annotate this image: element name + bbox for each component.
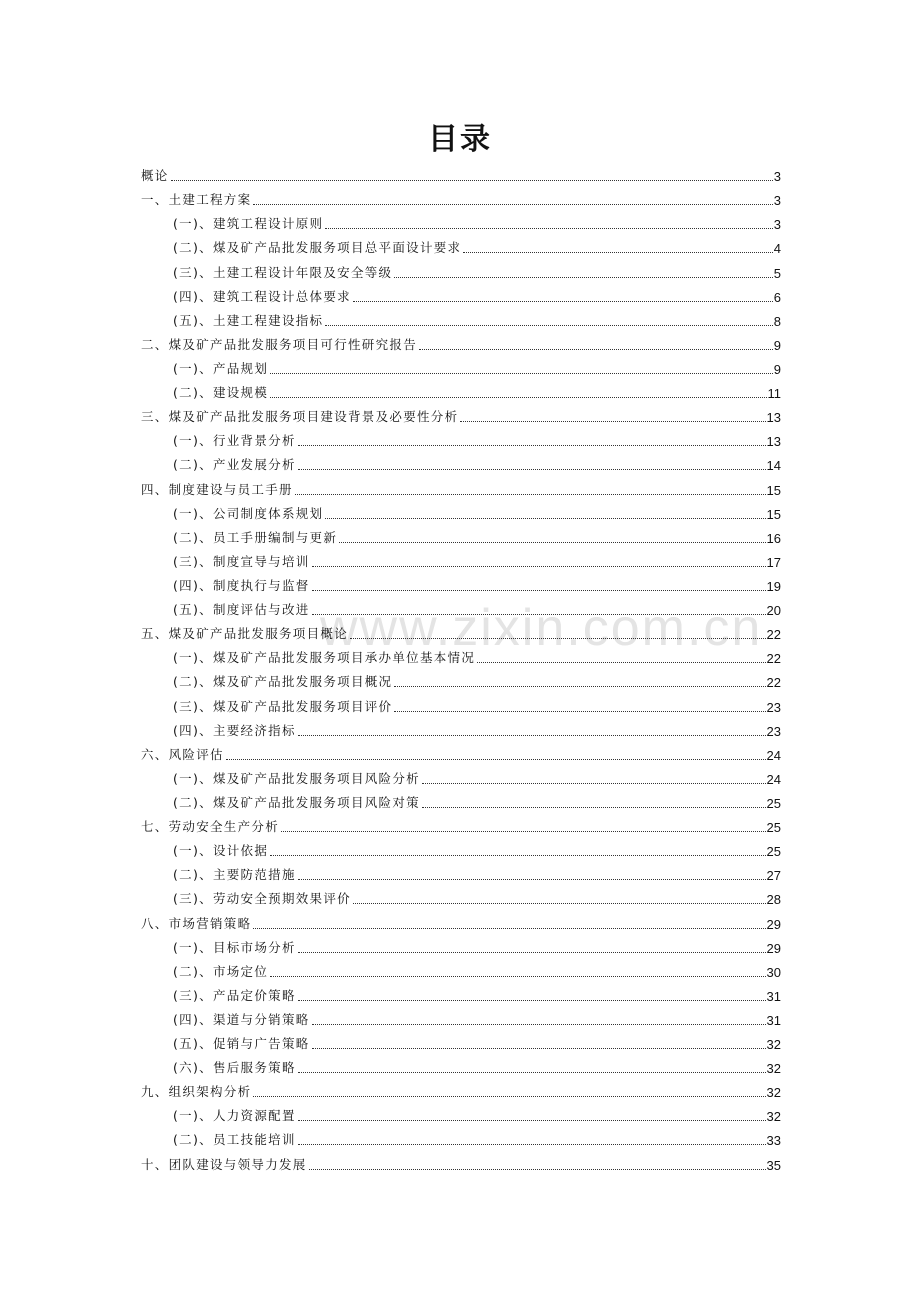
toc-entry-label: (一)、煤及矿产品批发服务项目风险分析 [173,770,420,786]
toc-page-number: 30 [766,964,781,980]
dot-leader [394,711,765,712]
toc-subsection-link[interactable] [141,668,781,692]
toc-page-number: 14 [766,458,781,474]
toc-page-number: 8 [773,313,781,329]
toc-entry-label: (二)、煤及矿产品批发服务项目概况 [173,674,393,690]
toc-subsection-link[interactable] [141,837,781,861]
toc-section-link[interactable] [141,620,781,644]
dot-leader [253,1096,765,1097]
toc-entry-label: (二)、市场定位 [173,963,269,979]
toc-subsection-link[interactable] [141,548,781,572]
dot-leader [298,952,766,953]
toc-entry-label: (六)、售后服务策略 [173,1060,296,1076]
toc-page-number: 22 [766,651,781,667]
toc-entry-label: (一)、行业背景分析 [173,433,296,449]
dot-leader [298,445,766,446]
toc-page-number: 25 [766,820,781,836]
toc-page-number: 29 [766,916,781,932]
dot-leader [325,518,765,519]
toc-subsection-link[interactable] [141,644,781,668]
dot-leader [298,1120,766,1121]
table-of-contents [141,162,781,1175]
toc-entry-label: (一)、公司制度体系规划 [173,505,324,521]
toc-subsection-link[interactable] [141,500,781,524]
toc-section-link[interactable] [141,186,781,210]
dot-leader [463,252,772,253]
toc-entry-label: 概论 [141,168,169,184]
toc-page-number: 32 [766,1061,781,1077]
toc-entry-label: 九、组织架构分析 [141,1084,252,1100]
toc-page-number: 32 [766,1109,781,1125]
toc-subsection-link[interactable] [141,861,781,885]
toc-entry-label: (四)、主要经济指标 [173,722,296,738]
toc-entry-label: (二)、煤及矿产品批发服务项目风险对策 [173,794,420,810]
toc-page-number: 6 [773,289,781,305]
dot-leader [353,301,773,302]
toc-entry-label: 一、土建工程方案 [141,192,252,208]
toc-entry-label: (二)、员工手册编制与更新 [173,529,338,545]
toc-entry-label: (二)、主要防范措施 [173,867,296,883]
toc-subsection-link[interactable] [141,958,781,982]
toc-page-number: 4 [773,241,781,257]
toc-page-number: 9 [773,337,781,353]
dot-leader [298,1000,766,1001]
dot-leader [394,277,772,278]
toc-page-number: 11 [767,386,781,402]
toc-entry-label: (二)、建设规模 [173,385,269,401]
dot-leader [419,349,773,350]
dot-leader [325,228,772,229]
toc-subsection-link[interactable] [141,379,781,403]
toc-section-link[interactable] [141,1078,781,1102]
toc-page-number: 16 [766,530,781,546]
toc-section-link[interactable] [141,162,781,186]
dot-leader [353,903,766,904]
toc-entry-label: (四)、制度执行与监督 [173,577,310,593]
toc-page-number: 28 [766,892,781,908]
toc-page-number: 22 [766,675,781,691]
toc-entry-label: (二)、员工技能培训 [173,1132,296,1148]
dot-leader [312,614,766,615]
toc-entry-label: (二)、煤及矿产品批发服务项目总平面设计要求 [173,240,462,256]
toc-page-number: 24 [766,771,781,787]
toc-page-number: 25 [766,844,781,860]
page-title: 目录 [428,122,492,157]
toc-subsection-link[interactable] [141,885,781,909]
toc-section-link[interactable] [141,813,781,837]
toc-section-link[interactable] [141,331,781,355]
dot-leader [312,1048,766,1049]
toc-subsection-link[interactable] [141,1006,781,1030]
dot-leader [270,976,765,977]
toc-page-number: 13 [766,434,781,450]
toc-page-number: 31 [766,1012,781,1028]
toc-entry-label: (一)、人力资源配置 [173,1108,296,1124]
toc-page-number: 15 [766,482,781,498]
toc-section-link[interactable] [141,475,781,499]
dot-leader [298,735,766,736]
dot-leader [171,180,773,181]
toc-subsection-link[interactable] [141,934,781,958]
toc-entry-label: (五)、制度评估与改进 [173,602,310,618]
toc-entry-label: (五)、促销与广告策略 [173,1036,310,1052]
dot-leader [312,1024,766,1025]
toc-page-number: 27 [766,868,781,884]
toc-subsection-link[interactable] [141,789,781,813]
toc-subsection-link[interactable] [141,451,781,475]
dot-leader [394,686,765,687]
toc-entry-label: 十、团队建设与领导力发展 [141,1156,307,1172]
toc-entry-label: (二)、产业发展分析 [173,457,296,473]
toc-entry-label: (三)、土建工程设计年限及安全等级 [173,264,393,280]
toc-page-number: 25 [766,795,781,811]
toc-page-number: 24 [766,747,781,763]
toc-page-number: 15 [766,506,781,522]
toc-section-link[interactable] [141,741,781,765]
toc-subsection-link[interactable] [141,283,781,307]
toc-entry-label: (一)、目标市场分析 [173,939,296,955]
toc-page-number: 20 [766,603,781,619]
toc-subsection-link[interactable] [141,524,781,548]
toc-entry-label: (五)、土建工程建设指标 [173,312,324,328]
toc-entry-label: 三、煤及矿产品批发服务项目建设背景及必要性分析 [141,409,459,425]
toc-entry-label: (四)、渠道与分销策略 [173,1011,310,1027]
toc-page-number: 33 [766,1133,781,1149]
toc-subsection-link[interactable] [141,1030,781,1054]
watermark: www.zixin.com.cn [320,599,763,657]
dot-leader [295,494,766,495]
dot-leader [312,566,766,567]
toc-page-number: 13 [766,410,781,426]
toc-subsection-link[interactable] [141,982,781,1006]
dot-leader [339,542,765,543]
toc-page-number: 32 [766,1037,781,1053]
toc-section-link[interactable] [141,403,781,427]
dot-leader [460,421,765,422]
dot-leader [422,783,766,784]
toc-page-number: 32 [766,1085,781,1101]
toc-entry-label: 二、煤及矿产品批发服务项目可行性研究报告 [141,336,418,352]
dot-leader [350,638,766,639]
toc-entry-label: (一)、设计依据 [173,843,269,859]
toc-section-link[interactable] [141,909,781,933]
toc-page-number: 22 [766,627,781,643]
dot-leader [422,807,766,808]
toc-subsection-link[interactable] [141,1126,781,1150]
dot-leader [298,469,766,470]
toc-subsection-link[interactable] [141,427,781,451]
toc-subsection-link[interactable] [141,258,781,282]
toc-subsection-link[interactable] [141,765,781,789]
dot-leader [298,1144,766,1145]
dot-leader [270,373,773,374]
toc-subsection-link[interactable] [141,572,781,596]
toc-subsection-link[interactable] [141,210,781,234]
dot-leader [298,879,766,880]
dot-leader [226,759,766,760]
dot-leader [312,590,766,591]
dot-leader [270,397,766,398]
toc-subsection-link[interactable] [141,717,781,741]
toc-page-number: 3 [773,193,781,209]
toc-page-number: 23 [766,699,781,715]
toc-section-link[interactable] [141,1150,781,1174]
toc-entry-label: 八、市场营销策略 [141,915,252,931]
toc-entry-label: 五、煤及矿产品批发服务项目概论 [141,626,349,642]
toc-entry-label: (一)、产品规划 [173,360,269,376]
dot-leader [281,831,766,832]
toc-page-number: 29 [766,940,781,956]
toc-entry-label: (三)、产品定价策略 [173,987,296,1003]
toc-entry-label: 六、风险评估 [141,746,224,762]
toc-page-number: 31 [766,988,781,1004]
dot-leader [253,204,772,205]
dot-leader [253,928,765,929]
toc-entry-label: 七、劳动安全生产分析 [141,819,280,835]
toc-page-number: 3 [773,169,781,185]
toc-page-number: 35 [766,1157,781,1173]
toc-entry-label: 四、制度建设与员工手册 [141,481,293,497]
toc-subsection-link[interactable] [141,692,781,716]
toc-subsection-link[interactable] [141,307,781,331]
toc-page-number: 17 [766,554,781,570]
toc-entry-label: (一)、煤及矿产品批发服务项目承办单位基本情况 [173,650,476,666]
toc-page-number: 3 [773,217,781,233]
toc-entry-label: (三)、劳动安全预期效果评价 [173,891,351,907]
toc-entry-label: (三)、制度宣导与培训 [173,553,310,569]
toc-subsection-link[interactable] [141,355,781,379]
dot-leader [477,662,765,663]
toc-subsection-link[interactable] [141,234,781,258]
toc-page-number: 5 [773,265,781,281]
dot-leader [309,1169,766,1170]
toc-subsection-link[interactable] [141,596,781,620]
toc-page-number: 23 [766,723,781,739]
toc-subsection-link[interactable] [141,1054,781,1078]
dot-leader [325,325,772,326]
toc-entry-label: (三)、煤及矿产品批发服务项目评价 [173,698,393,714]
dot-leader [298,1072,766,1073]
toc-page-number: 19 [766,578,781,594]
toc-entry-label: (一)、建筑工程设计原则 [173,216,324,232]
dot-leader [270,855,765,856]
toc-entry-label: (四)、建筑工程设计总体要求 [173,288,351,304]
toc-page-number: 9 [773,361,781,377]
toc-subsection-link[interactable] [141,1102,781,1126]
